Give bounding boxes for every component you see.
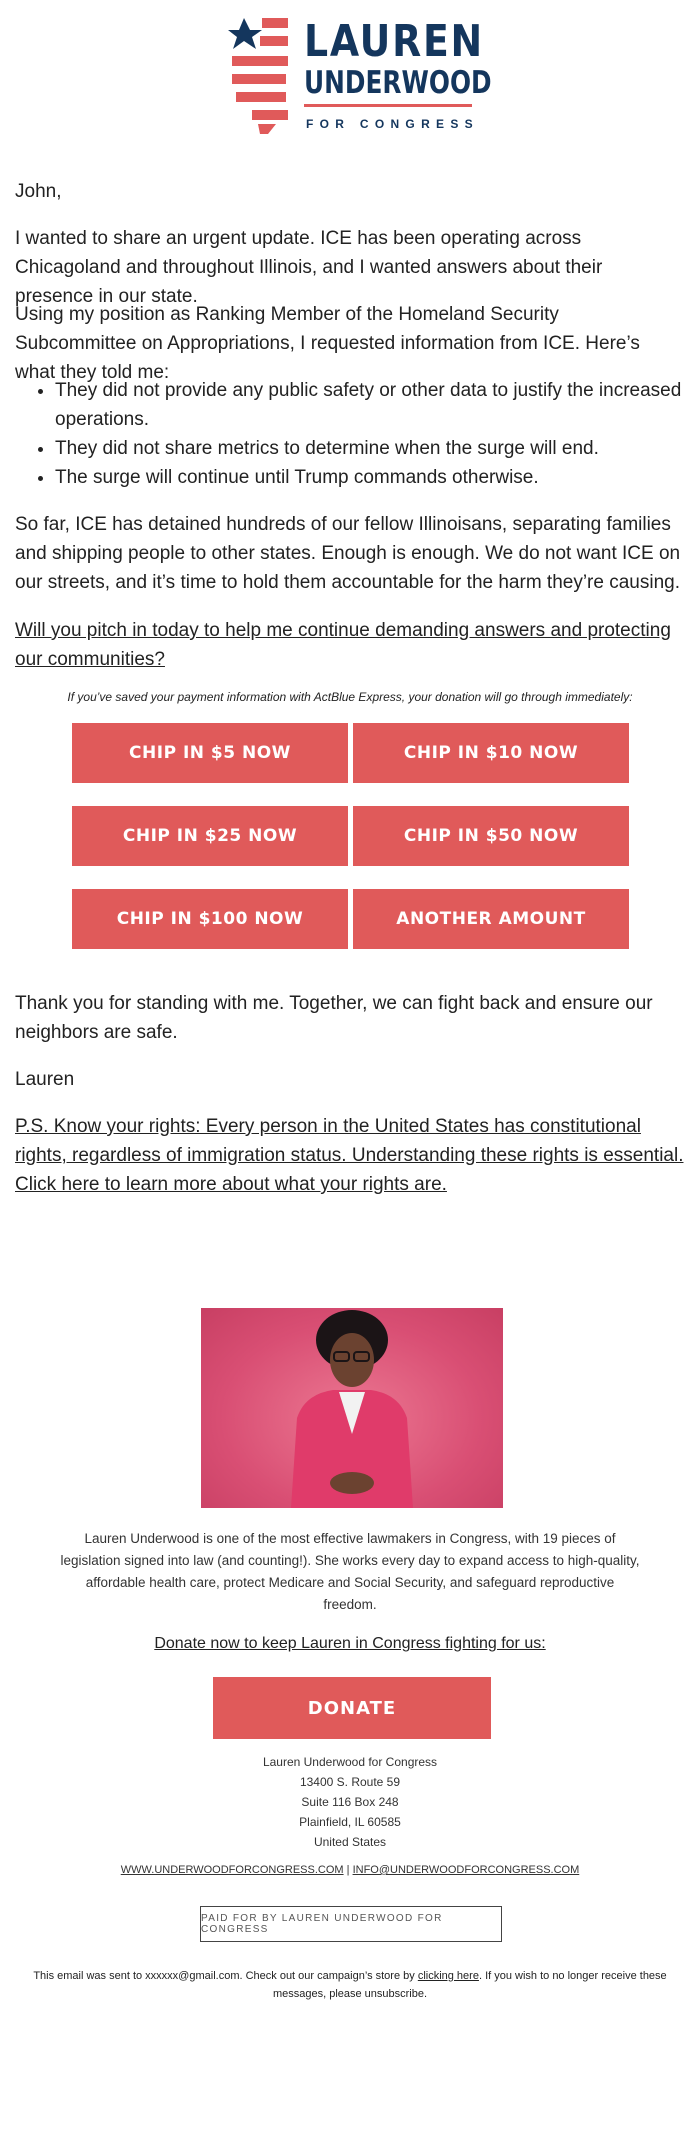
mailing-address bbox=[0, 1752, 700, 1852]
address-line: Plainfield, IL 60585 bbox=[299, 1815, 401, 1829]
address-line: Suite 116 Box 248 bbox=[301, 1795, 399, 1809]
ps-paragraph bbox=[15, 1112, 685, 1199]
illinois-flag-logo-icon bbox=[228, 18, 290, 136]
candidate-photo bbox=[201, 1308, 503, 1508]
paid-for-disclaimer: PAID FOR BY LAUREN UNDERWOOD FOR CONGRESS bbox=[200, 1906, 502, 1942]
chip-in-25-button[interactable]: CHIP IN $25 NOW bbox=[72, 806, 348, 866]
fine-print-text: . If you wish to no longer receive these messages, please unsubscribe. bbox=[272, 1970, 667, 2000]
website-link[interactable]: WWW.UNDERWOODFORCONGRESS.COM bbox=[120, 1864, 344, 1876]
donate-now-link[interactable]: Donate now to keep Lauren in Congress fighting for us: bbox=[154, 1635, 546, 1652]
candidate-portrait-icon bbox=[201, 1308, 503, 1508]
logo-first-name: LAUREN bbox=[304, 16, 484, 67]
logo-divider bbox=[304, 104, 472, 107]
donate-button[interactable]: DONATE bbox=[213, 1677, 491, 1739]
address-line: Lauren Underwood for Congress bbox=[262, 1755, 438, 1769]
logo-tagline: FOR CONGRESS bbox=[306, 117, 479, 131]
address-line: United States bbox=[313, 1835, 387, 1849]
ask-paragraph bbox=[15, 616, 685, 674]
list-item: • They did not share metrics to determine when the surge will end. bbox=[55, 434, 700, 463]
closing-paragraph: Thank you for standing with me. Together, we can fight back and ensure our neighbors are safe. bbox=[15, 993, 653, 1043]
pitch-in-link[interactable]: Will you pitch in today to help me continue demanding answers and protecting our communities? bbox=[15, 620, 671, 670]
fine-print-text: This email was sent to xxxxxx@gmail.com. Check out our campaign’s store by bbox=[33, 1970, 418, 1982]
donate-prompt bbox=[0, 1635, 700, 1653]
email-link[interactable]: INFO@UNDERWOODFORCONGRESS.COM bbox=[352, 1864, 580, 1876]
signature: Lauren bbox=[15, 1069, 75, 1090]
logo-wordmark bbox=[304, 16, 492, 101]
store-link[interactable]: clicking here bbox=[417, 1970, 479, 1982]
fine-print bbox=[30, 1967, 670, 2003]
list-item: • They did not provide any public safety or other data to justify the increased operations. bbox=[55, 376, 700, 434]
know-your-rights-link[interactable]: P.S. Know your rights: Every person in the United States has constitutional rights, regardless of immigration status. Understanding these rights is essential. Click here to learn more about what your rights are. bbox=[15, 1116, 684, 1195]
paragraph-detentions: So far, ICE has detained hundreds of our fellow Illinoisans, separating families and shipping people to other states. Enough is enough. We do not want ICE on our streets, and it’s time to hold them accountable for the harm they’re causing. bbox=[15, 514, 681, 593]
link-separator: | bbox=[343, 1864, 353, 1876]
greeting: John, bbox=[15, 181, 62, 202]
list-item: • The surge will continue until Trump commands otherwise. bbox=[55, 463, 700, 492]
paragraph-intro: I wanted to share an urgent update. ICE has been operating across Chicagoland and throughout Illinois, and I wanted answers about their presence in our state. bbox=[15, 228, 603, 307]
candidate-bio: Lauren Underwood is one of the most effective lawmakers in Congress, with 19 pieces of legislation signed into law (and counting!). She works every day to expand access to high-quality, affordable health care, protect Medicare and Social Security, and safeguard reproductive freedom. bbox=[60, 1531, 640, 1612]
chip-in-10-button[interactable]: CHIP IN $10 NOW bbox=[353, 723, 629, 783]
campaign-logo bbox=[228, 16, 492, 136]
paragraph-request: Using my position as Ranking Member of the Homeland Security Subcommittee on Appropriations, I requested information from ICE. Here’s what they told me: bbox=[15, 304, 640, 383]
address-line: 13400 S. Route 59 bbox=[299, 1775, 401, 1789]
chip-in-100-button[interactable]: CHIP IN $100 NOW bbox=[72, 889, 348, 949]
chip-in-5-button[interactable]: CHIP IN $5 NOW bbox=[72, 723, 348, 783]
footer-links bbox=[0, 1864, 700, 1876]
chip-in-50-button[interactable]: CHIP IN $50 NOW bbox=[353, 806, 629, 866]
actblue-note: If you’ve saved your payment information with ActBlue Express, your donation will go through immediately: bbox=[67, 690, 633, 704]
another-amount-button[interactable]: ANOTHER AMOUNT bbox=[353, 889, 629, 949]
findings-list bbox=[15, 376, 700, 492]
logo-last-name: UNDERWOOD bbox=[304, 65, 492, 101]
